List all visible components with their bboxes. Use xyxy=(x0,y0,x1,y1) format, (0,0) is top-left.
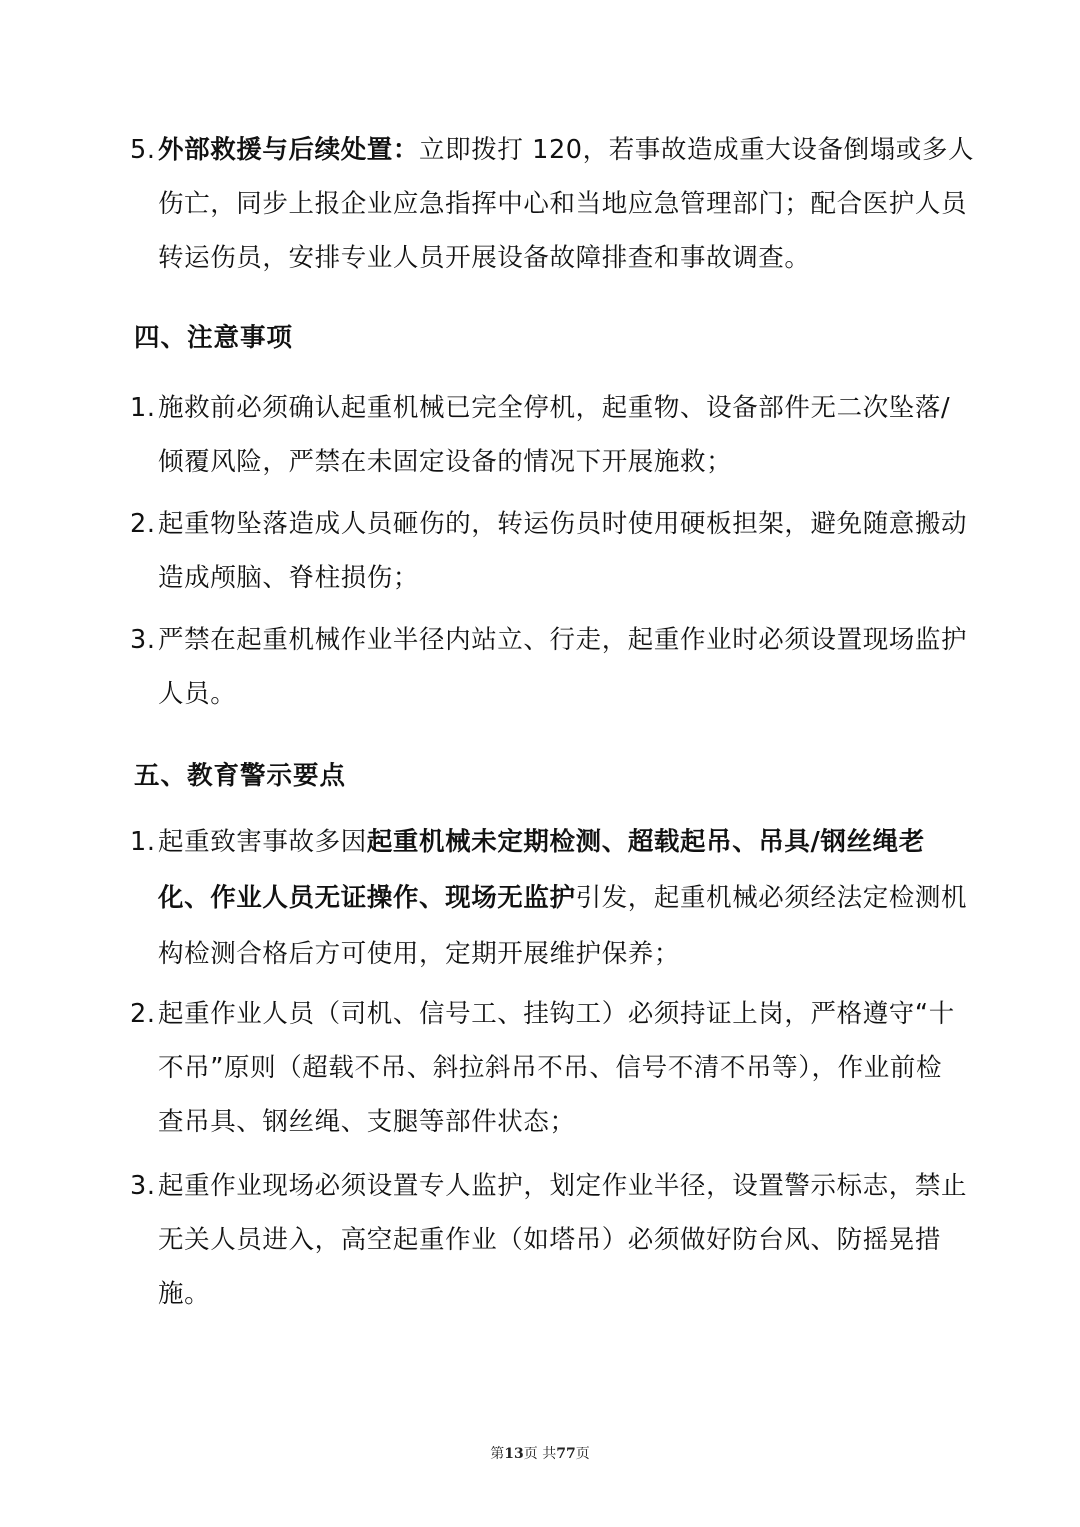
text: 立即拨打 120，若事故造成重大设备倒塌或多人 xyxy=(419,135,975,165)
footer-suffix: 页 xyxy=(575,1446,590,1462)
warning-line3: 构检测合格后方可使用，定期开展维护保养； xyxy=(158,939,681,969)
current-page-number: 13 xyxy=(504,1446,524,1462)
warning-line1 xyxy=(130,1166,967,1202)
note-line1 xyxy=(130,620,967,656)
text: 施救前必须确认起重机械已完全停机，起重物、设备部件无二次坠落/ xyxy=(158,393,951,423)
warning-line2: 不吊”原则（超载不吊、斜拉斜吊不吊、信号不清不吊等），作业前检 xyxy=(158,1053,943,1083)
footer-prefix: 第 xyxy=(490,1446,505,1462)
section5-line1 xyxy=(130,130,974,166)
section-heading-4: 四、注意事项 xyxy=(134,323,294,353)
warning-line1 xyxy=(130,822,925,858)
item-number: 2. xyxy=(130,999,156,1029)
item-number: 1. xyxy=(130,393,156,423)
page-footer xyxy=(0,1443,1080,1463)
text: 起重作业人员（司机、信号工、挂钩工）必须持证上岗，严格遵守“十 xyxy=(158,999,955,1029)
warning-line1 xyxy=(130,994,955,1030)
warning-line3: 查吊具、钢丝绳、支腿等部件状态； xyxy=(158,1107,576,1137)
text: 起重致害事故多因 xyxy=(158,827,367,857)
text: 引发，起重机械必须经法定检测机 xyxy=(575,883,968,913)
bold-text: 化、作业人员无证操作、现场无监护 xyxy=(158,883,576,913)
note-line1 xyxy=(130,504,967,540)
section-heading-5: 五、教育警示要点 xyxy=(134,761,347,791)
item-number: 3. xyxy=(130,1171,156,1201)
bold-label: 外部救援与后续处置： xyxy=(158,135,420,165)
item-number: 3. xyxy=(130,625,156,655)
item-number: 2. xyxy=(130,509,156,539)
item-number: 5. xyxy=(130,135,156,165)
section5-line2: 伤亡，同步上报企业应急指挥中心和当地应急管理部门；配合医护人员 xyxy=(158,189,968,219)
item-number: 1. xyxy=(130,827,156,857)
warning-line2 xyxy=(158,878,967,914)
warning-line3: 施。 xyxy=(158,1279,211,1309)
text: 起重作业现场必须设置专人监护，划定作业半径，设置警示标志，禁止 xyxy=(158,1171,968,1201)
section5-line3: 转运伤员，安排专业人员开展设备故障排查和事故调查。 xyxy=(158,243,811,273)
text: 起重物坠落造成人员砸伤的，转运伤员时使用硬板担架，避免随意搬动 xyxy=(158,509,968,539)
bold-text: 起重机械未定期检测、超载起吊、吊具/钢丝绳老 xyxy=(366,827,925,857)
note-line2: 造成颅脑、脊柱损伤； xyxy=(158,563,420,593)
total-page-number: 77 xyxy=(556,1446,576,1462)
note-line2: 倾覆风险，严禁在未固定设备的情况下开展施救； xyxy=(158,447,733,477)
warning-line2: 无关人员进入，高空起重作业（如塔吊）必须做好防台风、防摇晃措 xyxy=(158,1225,942,1255)
footer-middle: 页 共 xyxy=(523,1446,557,1462)
text: 严禁在起重机械作业半径内站立、行走，起重作业时必须设置现场监护 xyxy=(158,625,968,655)
note-line1 xyxy=(130,388,950,424)
note-line2: 人员。 xyxy=(158,679,237,709)
